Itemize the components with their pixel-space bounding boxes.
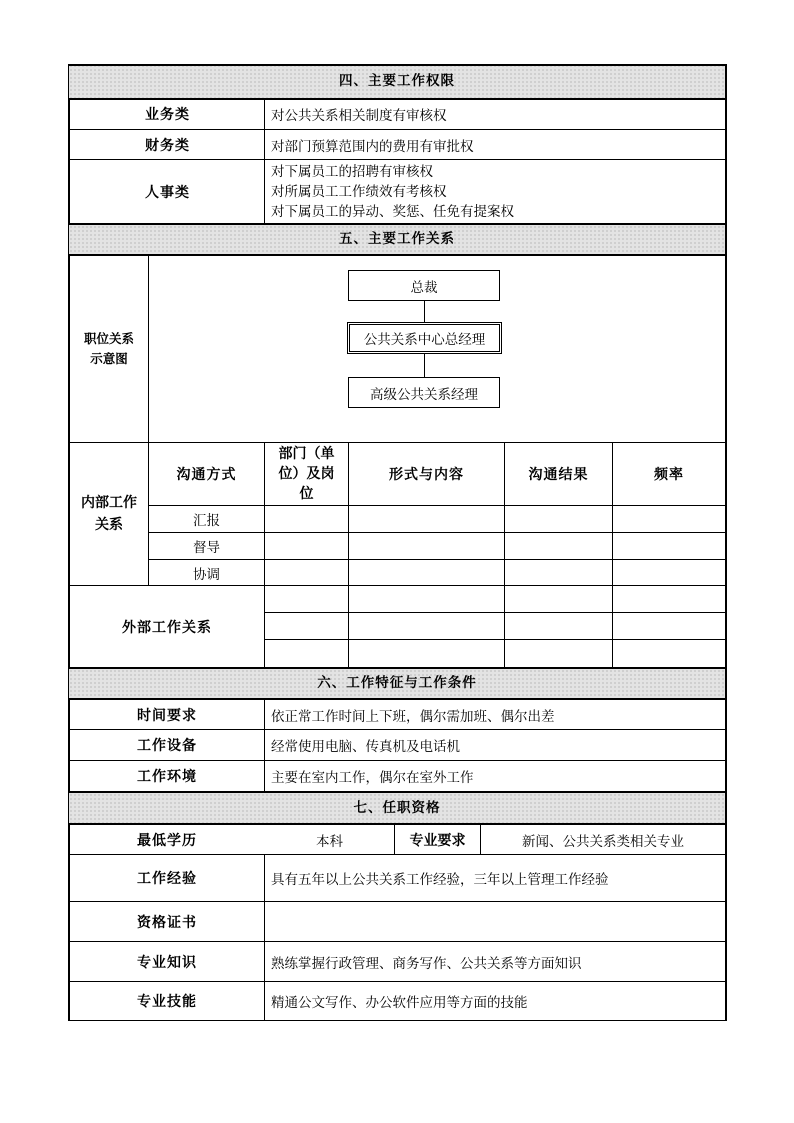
org-connector [424,353,425,377]
skills-value: 精通公文写作、办公软件应用等方面的技能 [271,995,528,1011]
table-right-border [725,64,727,1021]
environment-label: 工作环境 [137,769,197,785]
header-form-content: 形式与内容 [389,467,464,483]
finance-value: 对部门预算范围内的费用有审批权 [271,138,474,155]
major-requirement-value: 新闻、公共关系类相关专业 [522,833,684,850]
section-6-title: 六、工作特征与工作条件 [317,675,477,691]
section-6-header [69,669,725,698]
org-node-ceo [348,270,500,301]
internal-row-coordinate: 协调 [193,566,220,583]
divider [612,443,613,667]
divider [394,824,395,854]
header-dept-line: 位）及岗 [278,466,335,482]
header-comm-result: 沟通结果 [528,467,589,483]
internal-relations-label-line: 关系 [95,517,123,533]
personnel-line: 对下属员工的招聘有审核权 [271,163,433,180]
section-4-title: 四、主要工作权限 [339,73,455,89]
personnel-line: 对所属员工工作绩效有考核权 [271,183,447,200]
skills-label: 专业技能 [137,994,197,1010]
header-comm-method: 沟通方式 [176,467,237,483]
section-7-header [69,793,725,823]
diagram-label-line: 职位关系 [83,331,134,346]
header-dept-line: 位 [299,486,314,502]
header-dept-line: 部门（单 [278,446,335,462]
header-dept-position [265,443,348,505]
personnel-label: 人事类 [145,184,190,201]
internal-row-supervise: 督导 [193,540,220,556]
divider [68,64,727,66]
divider [504,443,505,667]
divider [264,699,265,791]
finance-label: 财务类 [145,137,190,154]
internal-row-report: 汇报 [193,513,220,529]
section-7-title: 七、任职资格 [353,800,441,816]
org-connector [424,301,425,323]
divider [264,612,725,613]
divider [264,443,265,667]
divider [348,443,349,667]
diagram-label-line: 示意图 [90,351,128,366]
knowledge-value: 熟练掌握行政管理、商务写作、公共关系等方面知识 [271,955,582,972]
min-education-label: 最低学历 [137,832,197,849]
work-experience-label: 工作经验 [137,871,197,887]
diagram-label [70,256,148,442]
business-label: 业务类 [145,107,190,123]
internal-relations-label [70,443,148,585]
personnel-line: 对下属员工的异动、奖惩、任免有提案权 [271,203,514,220]
org-node-pr-general-manager-label: 公共关系中心总经理 [363,332,486,348]
external-relations-label: 外部工作关系 [122,619,212,636]
knowledge-label: 专业知识 [137,954,197,971]
section-4-header [69,64,725,98]
certificate-value [265,902,725,941]
equipment-value: 经常使用电脑、传真机及电话机 [271,739,460,755]
divider [264,854,265,1021]
divider [68,254,727,256]
major-requirement-label: 专业要求 [409,832,466,849]
personnel-value [265,160,725,223]
section-5-title: 五、主要工作关系 [339,231,455,247]
environment-value: 主要在室内工作，偶尔在室外工作 [271,770,474,786]
header-frequency: 频率 [654,467,684,483]
divider [480,824,481,854]
divider [264,639,725,640]
divider [68,1020,727,1021]
min-education-value: 本科 [316,833,343,850]
work-experience-value: 具有五年以上公共关系工作经验，三年以上管理工作经验 [271,872,609,888]
internal-relations-label-line: 内部工作 [81,495,137,511]
org-node-pr-general-manager [347,322,502,354]
business-value: 对公共关系相关制度有审核权 [271,108,447,124]
equipment-label: 工作设备 [137,738,197,754]
org-node-senior-pr-manager [348,377,500,408]
org-node-ceo-label: 总裁 [410,279,438,296]
certificate-label: 资格证书 [137,914,197,931]
divider [264,99,265,223]
time-requirement-value: 依正常工作时间上下班，偶尔需加班、偶尔出差 [271,708,555,725]
org-node-senior-pr-manager-label: 高级公共关系经理 [370,386,478,403]
time-requirement-label: 时间要求 [137,707,197,724]
section-5-header [69,225,725,254]
